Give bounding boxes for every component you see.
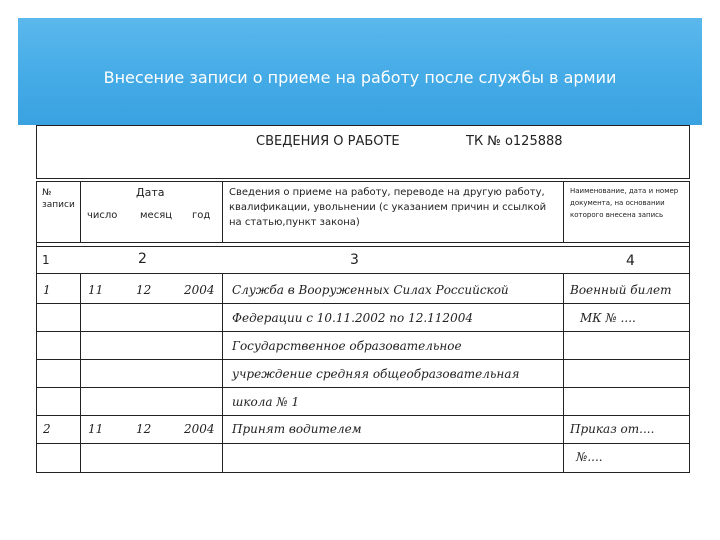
rule-row	[36, 303, 690, 304]
row1-info-line: Государственное образовательное	[232, 339, 462, 353]
header-date: Дата	[136, 186, 165, 199]
header-month: месяц	[140, 210, 173, 221]
col-sep	[563, 273, 564, 473]
title-banner	[18, 18, 702, 125]
rule-row	[36, 415, 690, 416]
rule-row	[36, 387, 690, 388]
row1-doc-line: Военный билет	[570, 283, 672, 297]
col-number: 4	[626, 253, 635, 269]
row1-day: 11	[88, 283, 104, 297]
col-sep	[80, 181, 81, 243]
row2-doc-line: №....	[576, 450, 603, 464]
row1-no: 1	[43, 283, 51, 297]
row2-day: 11	[88, 422, 104, 436]
border-left-caption	[36, 125, 37, 179]
row2-month: 12	[136, 422, 152, 436]
header-record-no: № записи	[42, 188, 75, 210]
col-number: 1	[42, 253, 50, 267]
col-number: 3	[350, 252, 359, 268]
slide-title: Внесение записи о приеме на работу после службы в армии	[103, 68, 617, 87]
row1-info-line: Служба в Вооруженных Силах Российской	[232, 283, 509, 297]
rule-header-bottom	[36, 242, 690, 243]
row1-info-line: учреждение средняя общеобразовательная	[232, 367, 520, 381]
rule-row	[36, 359, 690, 360]
col-number: 2	[138, 251, 147, 267]
rule-top	[36, 125, 690, 126]
border-right-caption	[689, 125, 690, 179]
row2-doc-line: Приказ от....	[570, 422, 655, 436]
rule-header-top	[36, 181, 690, 182]
row1-doc-line: МК № ....	[580, 311, 636, 325]
rule-numbers-top	[36, 246, 690, 247]
header-doc: Наименование, дата и номер документа, на основании которого внесена запись	[570, 187, 679, 219]
row2-info-line: Принят водителем	[232, 422, 362, 436]
row1-month: 12	[136, 283, 152, 297]
col-sep	[80, 273, 81, 473]
border-right	[689, 181, 690, 473]
rule-numbers-bottom	[36, 273, 690, 274]
rule-bottom	[36, 472, 690, 473]
header-year: год	[192, 210, 211, 221]
table-caption: СВЕДЕНИЯ О РАБОТЕ	[256, 134, 400, 149]
tk-number: ТК № о125888	[466, 134, 563, 149]
row1-info-line: школа № 1	[232, 395, 300, 409]
border-left	[36, 181, 37, 473]
rule-row	[36, 331, 690, 332]
row2-year: 2004	[184, 422, 215, 436]
row1-year: 2004	[184, 283, 215, 297]
header-day: число	[87, 210, 118, 221]
employment-record-table	[36, 125, 690, 473]
col-sep	[222, 273, 223, 473]
row2-no: 2	[43, 422, 51, 436]
col-sep	[222, 181, 223, 243]
col-sep	[563, 181, 564, 243]
row1-info-line: Федерации с 10.11.2002 по 12.112004	[232, 311, 473, 325]
rule-row	[36, 443, 690, 444]
header-info: Сведения о приеме на работу, переводе на другую работу, квалификации, увольнении (с указанием причин и ссылкой на статью,пункт закона)	[229, 187, 547, 228]
rule-caption-bottom	[36, 178, 690, 179]
